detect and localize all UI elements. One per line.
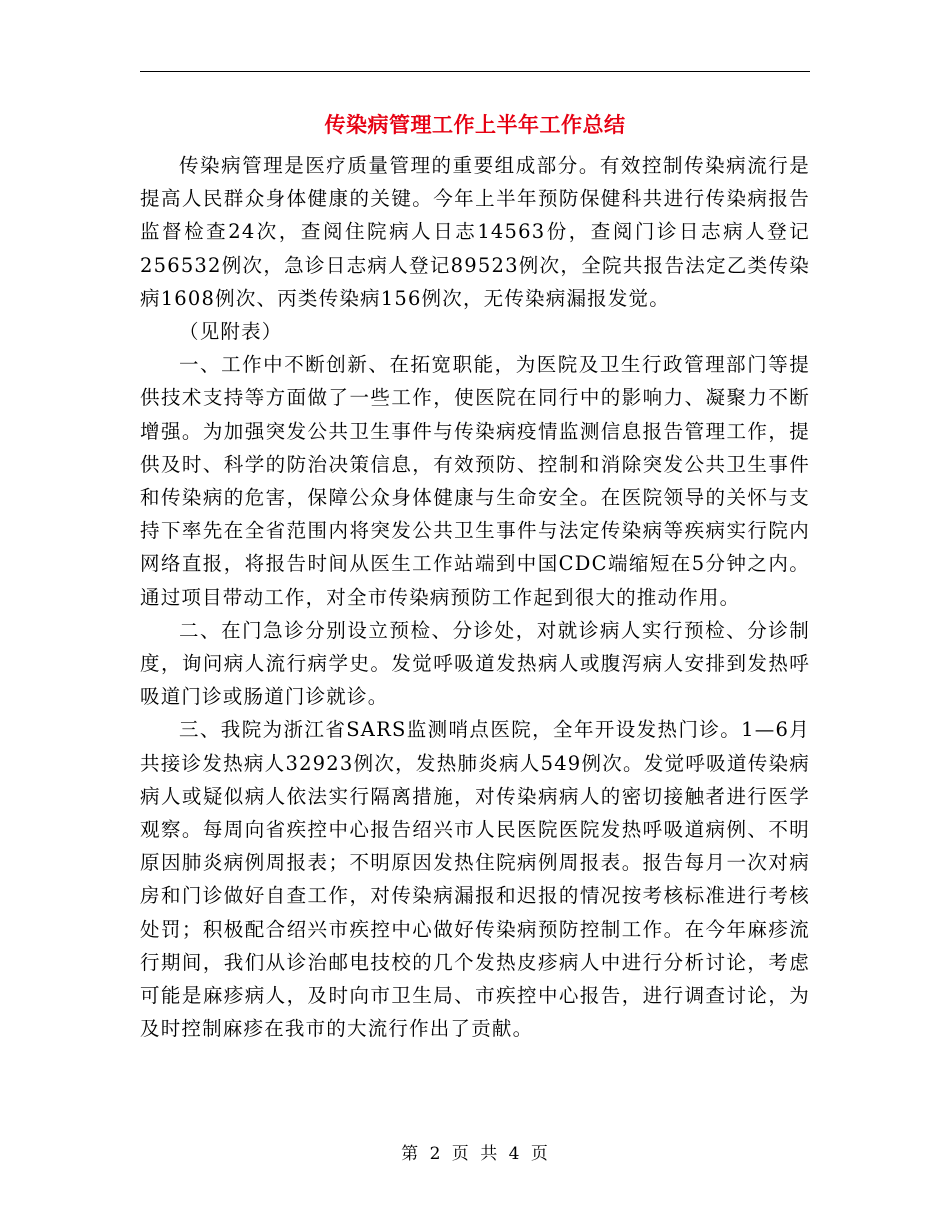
document-title: 传染病管理工作上半年工作总结 xyxy=(324,113,626,137)
paragraph-appendix-note: （见附表） xyxy=(179,320,283,344)
footer-suffix: 页 xyxy=(530,1144,549,1164)
footer-current-page: 2 xyxy=(429,1144,442,1164)
footer-prefix: 第 xyxy=(401,1144,420,1164)
footer-total-pages: 4 xyxy=(508,1144,521,1164)
page-footer xyxy=(0,1142,950,1166)
document-body xyxy=(140,149,810,1045)
paragraph-section-1: 一、工作中不断创新、在拓宽职能，为医院及卫生行政管理部门等提供技术支持等方面做了一些工作，使医院在同行中的影响力、凝聚力不断增强。为加强突发公共卫生事件与传染病疫情监测信息报告管理工作，提供及时、科学的防治决策信息，有效预防、控制和消除突发公共卫生事件和传染病的危害，保障公众身体健康与生命安全。在医院领导的关怀与支持下率先在全省范围内将突发公共卫生事件与法定传染病等疾病实行院内网络直报，将报告时间从医生工作站端到中国CDC端缩短在5分钟之内。通过项目带动工作，对全市传染病预防工作起到很大的推动作用。 xyxy=(140,353,810,609)
paragraph-section-3: 三、我院为浙江省SARS监测哨点医院，全年开设发热门诊。1—6月共接诊发热病人32923例次，发热肺炎病人549例次。发觉呼吸道传染病病人或疑似病人依法实行隔离措施，对传染病病人的密切接触者进行医学观察。每周向省疾控中心报告绍兴市人民医院医院发热呼吸道病例、不明原因肺炎病例周报表；不明原因发热住院病例周报表。报告每月一次对病房和门诊做好自查工作，对传染病漏报和迟报的情况按考核标准进行考核处罚；积极配合绍兴市疾控中心做好传染病预防控制工作。在今年麻疹流行期间，我们从诊治邮电技校的几个发热皮疹病人中进行分析讨论，考虑可能是麻疹病人，及时向市卫生局、市疾控中心报告，进行调查讨论，为及时控制麻疹在我市的大流行作出了贡献。 xyxy=(140,718,810,1041)
footer-total-word: 共 xyxy=(480,1144,499,1164)
footer-page-word: 页 xyxy=(451,1144,470,1164)
paragraph-section-2: 二、在门急诊分别设立预检、分诊处，对就诊病人实行预检、分诊制度，询问病人流行病学史。发觉呼吸道发热病人或腹泻病人安排到发热呼吸道门诊或肠道门诊就诊。 xyxy=(140,618,810,709)
paragraph-intro: 传染病管理是医疗质量管理的重要组成部分。有效控制传染病流行是提高人民群众身体健康的关键。今年上半年预防保健科共进行传染病报告监督检查24次，查阅住院病人日志14563份，查阅门诊日志病人登记256532例次，急诊日志病人登记89523例次，全院共报告法定乙类传染病1608例次、丙类传染病156例次，无传染病漏报发觉。 xyxy=(140,154,810,310)
header-rule xyxy=(140,71,810,72)
